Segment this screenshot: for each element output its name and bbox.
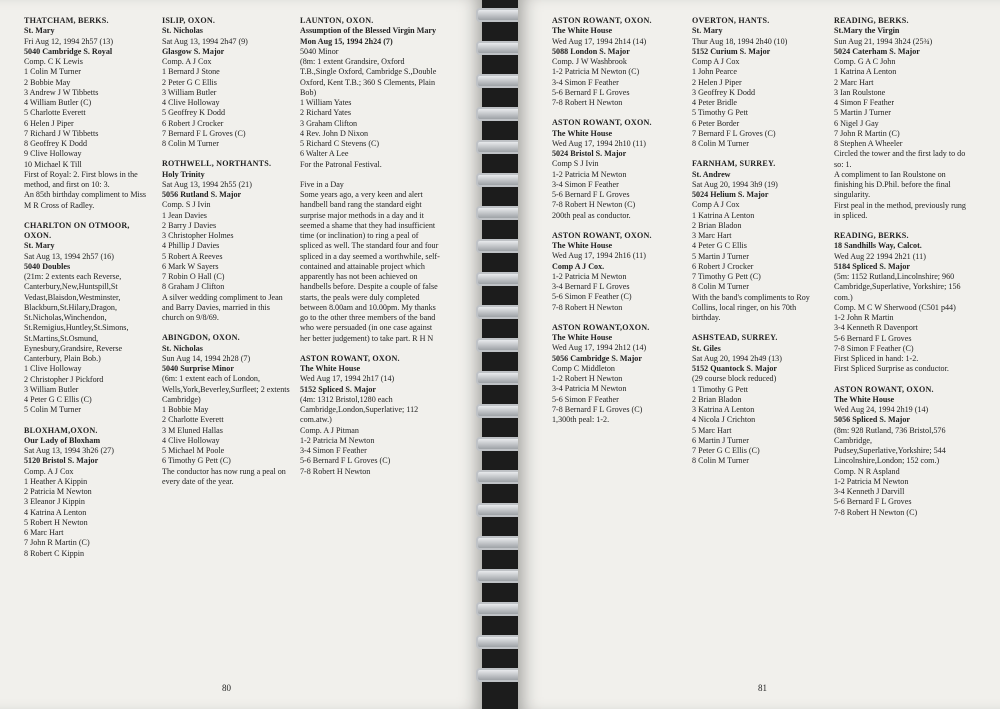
peal-line: 1 Colin M Turner (24, 67, 81, 77)
peal-line: 5 Martin J Turner (692, 251, 749, 261)
peal-method: 5056 Spliced S. Major (834, 415, 910, 425)
peal-place: ASTON ROWANT, OXON. (552, 16, 652, 25)
peal-line: 1,300th peal: 1-2. (552, 415, 610, 424)
binding-ring (476, 536, 524, 550)
peal-line: 1 Bobbie May (162, 405, 209, 414)
peal-line: 4 William Butler (C) (24, 98, 92, 107)
peal-line: 3 Eleanor J Kippin (24, 497, 85, 507)
peal-line: (21m: 2 extents each Reverse, Canterbury,New,Huntspill,St Vedast,Blaisdon,Westminster, Blackburn,St.Hilary,Dragon, St.Nicholas,Winchendon, St.Remigius,Huntley,St.Simons, St.Martins,St.Osmund, Eynesbury,Grandsire, Reverse Canterbury, Plain Bob.) (24, 272, 129, 363)
peal-line: 4 Phillip J Davies (162, 241, 220, 251)
peal-line: 3 William Butler (24, 384, 79, 394)
peal-line: 4 Rev. John D Nixon (300, 128, 369, 138)
peal-method: 5040 Surprise Minor (162, 364, 234, 373)
peal-line: 5-6 Bernard F L Groves (C) (300, 456, 391, 466)
binding-ring (476, 173, 524, 187)
column-1 (24, 16, 152, 569)
peal-place: ASTON ROWANT, OXON. (300, 353, 400, 363)
binding-ring (476, 371, 524, 385)
page-number-left: 80 (222, 683, 231, 693)
peal-line: 2 Patricia M Newton (24, 487, 92, 496)
peal-line: With the band's compliments to Roy Collins, local ringer, on his 70th birthday. (692, 292, 810, 322)
peal-line: 4 Clive Holloway (162, 98, 220, 107)
peal-method: 5040 Doubles (24, 261, 71, 271)
peal-line: 6 Nigel J Gay (834, 118, 879, 128)
peal-line: Wed Aug 17, 1994 2h14 (14) (552, 36, 647, 46)
peal-record (692, 333, 824, 466)
peal-place: ISLIP, OXON. (162, 16, 216, 25)
peal-line: 1-2 Patricia M Newton (C) (552, 67, 640, 77)
peal-line: (6m: 1 extent each of London, Wells,York,Beverley,Surfleet; 2 extents Cambridge) (162, 374, 290, 404)
peal-line: 7 Peter G C Ellis (C) (692, 446, 760, 455)
peal-method: 5152 Quantock S. Major (692, 364, 777, 373)
peal-tower: The White House (300, 364, 361, 373)
peal-line: 3 Ian Roulstone (834, 87, 886, 97)
peal-line: Sat Aug 13, 1994 3h26 (27) (24, 446, 114, 455)
peal-line: 1 Heather A Kippin (24, 476, 88, 486)
peal-line: 3-4 Kenneth R Davenport (834, 323, 918, 333)
peal-line: 8 Graham J Clifton (162, 282, 225, 292)
peal-method: 5056 Cambridge S. Major (552, 353, 642, 363)
peal-line: (4m: 1312 Bristol,1280 each Cambridge,London,Superlative; 112 com.atw.) (300, 394, 419, 425)
peal-place: OVERTON, HANTS. (692, 16, 770, 25)
peal-tower: St. Nicholas (162, 343, 203, 353)
peal-line: An 85th birthday compliment to Miss M R Cross of Radley. (24, 190, 147, 210)
peal-record (300, 16, 440, 170)
peal-line: 8 Robert C Kippin (24, 548, 85, 558)
binding-ring (476, 503, 524, 517)
peal-tower: St.Mary the Virgin (834, 26, 900, 36)
peal-line: Comp. A J Cox (162, 57, 212, 66)
peal-line: 5-6 Simon F Feather (552, 394, 619, 404)
peal-tower: St. Mary (692, 26, 723, 36)
peal-line: 9 Clive Holloway (24, 149, 82, 159)
peal-method: Comp A J Cox. (552, 261, 605, 271)
peal-line: 3 Andrew J W Tibbetts (24, 87, 99, 97)
binding-ring (476, 305, 524, 319)
peal-record (162, 333, 290, 487)
peal-line: 4 Nicola J Crichton (692, 415, 756, 425)
peal-tower: The White House (552, 26, 613, 36)
peal-line: 5-6 Bernard F L Groves (834, 497, 912, 507)
peal-line: 1 Katrina A Lenton (692, 210, 755, 220)
column-3 (300, 16, 440, 487)
peal-line: 2 Peter G C Ellis (162, 77, 217, 87)
peal-line: 5040 Minor (300, 46, 339, 56)
column-4 (552, 16, 682, 435)
peal-line: Circled the tower and the first lady to do so: 1. (834, 149, 966, 169)
peal-record (24, 221, 152, 416)
peal-line: 1 John Pearce (692, 67, 737, 77)
peal-line: 3 Marc Hart (692, 231, 732, 240)
peal-method: 5088 London S. Major (552, 46, 630, 56)
binding-ring (476, 41, 524, 55)
peal-line: 8 Colin M Turner (692, 282, 749, 292)
binding-ring (476, 470, 524, 484)
peal-method: 5024 Caterham S. Major (834, 46, 920, 56)
peal-line: 8 Colin M Turner (162, 139, 219, 148)
binding-ring (476, 239, 524, 253)
peal-place: ASHSTEAD, SURREY. (692, 333, 778, 343)
peal-line: 1-2 Patricia M Newton (552, 271, 627, 281)
peal-line: 3-4 Simon F Feather (552, 77, 619, 87)
column-2 (162, 16, 290, 497)
peal-record (552, 231, 682, 313)
peal-record (24, 426, 152, 559)
peal-line: Sat Aug 20, 1994 2h49 (13) (692, 353, 782, 363)
peal-line: Comp. G A C John (834, 57, 896, 66)
peal-line: 4 Peter G C Ellis (692, 241, 747, 251)
binding-ring (476, 206, 524, 220)
peal-line: 8 Stephen A Wheeler (834, 139, 903, 148)
peal-method: 5152 Spliced S. Major (300, 384, 376, 394)
peal-line: 6 Robert J Crocker (692, 261, 754, 271)
peal-line: Wed Aug 17, 1994 2h12 (14) (552, 343, 647, 353)
peal-place: ASTON ROWANT, OXON. (552, 118, 652, 128)
peal-line: Sat Aug 13, 1994 2h57 (16) (24, 251, 114, 261)
peal-line: 8 Geoffrey K Dodd (24, 139, 88, 148)
peal-place: FARNHAM, SURREY. (692, 159, 776, 169)
peal-line: 7 Bernard F L Groves (C) (692, 128, 776, 138)
peal-place: ASTON ROWANT, OXON. (552, 230, 652, 240)
peal-line: Wed Aug 17, 1994 2h16 (11) (552, 251, 646, 261)
peal-line: 7 Bernard F L Groves (C) (162, 128, 246, 138)
peal-line: Comp. A J Cox (24, 466, 74, 476)
peal-line: 1 Timothy G Pett (692, 384, 748, 394)
peal-line: 7 John R Martin (C) (834, 128, 900, 138)
peal-line: 2 Richard Yates (300, 108, 352, 118)
peal-line: 6 Martin J Turner (692, 435, 749, 445)
peal-line: 3 M Eluned Hallas (162, 425, 223, 435)
peal-line: 2 Marc Hart (834, 77, 874, 87)
peal-line: 1 Clive Holloway (24, 364, 82, 374)
peal-line: 4 Simon F Feather (834, 98, 895, 107)
peal-line: (5m: 1152 Rutland,Lincolnshire; 960 Cambridge,Superlative, Yorkshire; 156 com.) (834, 272, 961, 302)
peal-place: CHARLTON ON OTMOOR, OXON. (24, 220, 130, 240)
peal-line: First Spliced in hand: 1-2. (834, 354, 919, 363)
peal-line: First of Royal: 2. First blows in the method, and first on 10: 3. (24, 169, 138, 189)
peal-line: 5-6 Simon F Feather (C) (552, 292, 632, 302)
peal-record (552, 323, 682, 426)
binding-ring (476, 107, 524, 121)
peal-place: ASTON ROWANT, OXON. (834, 384, 934, 394)
peal-line: 8 Colin M Turner (692, 139, 749, 148)
peal-line: 200th peal as conductor. (552, 210, 631, 220)
peal-line: 2 Charlotte Everett (162, 415, 224, 425)
peal-line: 3 Geoffrey K Dodd (692, 87, 756, 97)
peal-line: 3 Christopher Holmes (162, 231, 234, 240)
peal-tower: The White House (552, 128, 613, 138)
peal-line: 4 Clive Holloway (162, 435, 220, 445)
peal-line: 2 Brian Bladon (692, 394, 742, 404)
peal-line: Wed Aug 22 1994 2h21 (11) (834, 251, 926, 261)
peal-record (552, 16, 682, 108)
peal-line: 3-4 Simon F Feather (300, 446, 367, 455)
binding-ring (476, 272, 524, 286)
peal-line: Wed Aug 17, 1994 2h10 (11) (552, 138, 646, 148)
peal-place: READING, BERKS. (834, 16, 909, 25)
peal-tower: St. Mary (24, 241, 55, 251)
peal-line: 6 Walter A Lee (300, 149, 349, 159)
peal-record (300, 354, 440, 477)
peal-line: 5 Richard C Stevens (C) (300, 139, 380, 148)
peal-record (162, 159, 290, 323)
peal-line: 4 Peter Bridle (692, 98, 737, 107)
peal-place: ASTON ROWANT,OXON. (552, 322, 650, 332)
peal-line: A compliment to Ian Roulstone on finishing his D.Phil. before the final singularity. (834, 169, 951, 200)
binding-ring (476, 569, 524, 583)
peal-tower: St. Giles (692, 343, 721, 353)
peal-method: 5120 Bristol S. Major (24, 456, 99, 466)
binding-ring (476, 602, 524, 616)
binding-ring (476, 635, 524, 649)
peal-line: 4 Katrina A Lenton (24, 507, 87, 517)
peal-line: Comp A J Cox (692, 57, 740, 66)
peal-line: 8 Colin M Turner (692, 456, 749, 466)
peal-line: The conductor has now rung a peal on every date of the year. (162, 466, 286, 486)
binding-ring (476, 404, 524, 418)
peal-place: THATCHAM, BERKS. (24, 16, 109, 25)
peal-line: 7-8 Robert H Newton (C) (834, 507, 918, 517)
peal-line: Comp. N R Aspland (834, 466, 900, 476)
peal-tower: Holy Trinity (162, 169, 205, 179)
peal-tower: St. Andrew (692, 169, 731, 179)
peal-line: 6 Timothy G Pett (C) (162, 456, 231, 466)
peal-line: 5 Michael M Poole (162, 446, 225, 455)
column-6 (834, 16, 968, 528)
peal-method: 5152 Curium S. Major (692, 46, 771, 56)
left-page (0, 0, 482, 709)
peal-record (552, 118, 682, 221)
peal-line: 4 Peter G C Ellis (C) (24, 395, 92, 404)
peal-line: 7-8 Simon F Feather (C) (834, 343, 914, 353)
binding-ring (476, 74, 524, 88)
right-page (518, 0, 1000, 709)
peal-record (24, 16, 152, 211)
peal-record (692, 159, 824, 323)
peal-line: Wed Aug 24, 1994 2h19 (14) (834, 405, 929, 414)
peal-line: 1 Bernard J Stone (162, 67, 220, 77)
peal-line: 1-2 Patricia M Newton (552, 169, 627, 179)
peal-line: 2 Barry J Davies (162, 220, 217, 230)
peal-line: 1 William Yates (300, 98, 352, 107)
peal-line: Sat Aug 20, 1994 3h9 (19) (692, 179, 778, 189)
peal-line: 5 Robert A Reeves (162, 251, 223, 261)
peal-place: BLOXHAM,OXON. (24, 425, 98, 435)
peal-tower: St. Mary (24, 26, 55, 36)
peal-record (692, 16, 824, 149)
peal-line: (8m: 1 extent Grandsire, Oxford T.B.,Single Oxford, Cambridge S.,Double Oxford, Kent T.B.; 360 S Clements, Plain Bob) (300, 57, 437, 97)
peal-line: Five in a Day (300, 179, 344, 189)
peal-line: 5 Marc Hart (692, 425, 732, 435)
peal-method: Glasgow S. Major (162, 46, 225, 56)
peal-line: 5-6 Bernard F L Groves (834, 333, 912, 343)
peal-line: 7-8 Robert H Newton (C) (552, 200, 636, 210)
peal-line: 7-8 Robert H Newton (552, 98, 623, 107)
peal-line: 2 Christopher J Pickford (24, 374, 104, 384)
peal-line: Comp. M C W Sherwood (C501 p44) (834, 302, 956, 312)
binding-ring (476, 140, 524, 154)
peal-line: 5 Martin J Turner (834, 108, 891, 118)
peal-line: Comp. J W Washbrook (552, 57, 627, 66)
peal-line: Sun Aug 21, 1994 3h24 (25¾) (834, 36, 933, 46)
peal-line: 3 William Butler (162, 87, 217, 97)
peal-line: 3-4 Bernard F L Groves (552, 282, 630, 291)
peal-line: 5 Geoffrey K Dodd (162, 108, 226, 118)
peal-method: 5056 Rutland S. Major (162, 190, 242, 199)
peal-line: 5 Charlotte Everett (24, 108, 86, 118)
binding-ring (476, 8, 524, 22)
binding-ring (476, 437, 524, 451)
peal-line: Wed Aug 17, 1994 2h17 (14) (300, 374, 395, 384)
peal-line: 3-4 Kenneth J Darvill (834, 487, 905, 496)
peal-line: Some years ago, a very keen and alert handbell band rang the standard eight surprise major methods in a day and it seemed a shame that they had insufficient time (or inclination) to ring a peal of spliced as well. The standard four and four spliced in a day seemed a worthwhile, self-contained and attainable project which apparently has not been achieved on handbells before. Despite a couple of false starts, the peals were duly completed between 8.00am and 10.00pm. My thanks go to the other three members of the band who were persuaded (in one case against her better judgement) to take part. R H N (300, 190, 440, 343)
peal-line: 6 Helen J Piper (24, 118, 74, 128)
peal-method: 5184 Spliced S. Major (834, 261, 910, 271)
peal-tower: The White House (834, 394, 895, 404)
peal-tower: Our Lady of Bloxham (24, 435, 101, 445)
peal-line: 3 Graham Clifton (300, 118, 358, 128)
peal-line: 6 Robert J Crocker (162, 118, 224, 128)
peal-line: 1-2 Patricia M Newton (300, 435, 375, 445)
peal-line: Comp. S J Ivin (162, 200, 211, 210)
peal-line: (29 course block reduced) (692, 374, 777, 384)
peal-line: Comp. A J Pitman (300, 425, 359, 435)
peal-line: Comp S J Ivin (552, 159, 599, 169)
peal-tower: The White House (552, 241, 613, 250)
page-number-right: 81 (758, 683, 767, 693)
peal-line: 10 Michael K Till (24, 159, 82, 169)
peal-line: A silver wedding compliment to Jean and Barry Davies, married in this church on 9/8/69. (162, 292, 283, 322)
peal-line: 1-2 John R Martin (834, 313, 894, 322)
peal-line: First Spliced Surprise as conductor. (834, 364, 949, 374)
peal-line: 7 Timothy G Pett (C) (692, 272, 761, 281)
peal-place: ABINGDON, OXON. (162, 333, 240, 343)
peal-line: 7 Richard J W Tibbetts (24, 128, 99, 138)
peal-method: 5024 Bristol S. Major (552, 149, 627, 158)
peal-line: 7-8 Bernard F L Groves (C) (552, 404, 643, 414)
peal-line: 1-2 Patricia M Newton (834, 476, 909, 486)
peal-method: Mon Aug 15, 1994 2h24 (7) (300, 36, 393, 46)
peal-line: 2 Helen J Piper (692, 77, 742, 87)
peal-line: 3-4 Simon F Feather (552, 179, 619, 189)
peal-record (300, 180, 440, 344)
binding-ring (476, 668, 524, 682)
peal-tower: 18 Sandhills Way, Calcot. (834, 241, 922, 251)
peal-line: 5-6 Bernard F L Groves (552, 190, 630, 199)
binding-ring (476, 338, 524, 352)
peal-line: 3-4 Patricia M Newton (552, 384, 627, 394)
peal-line: 7 Robin O Hall (C) (162, 272, 225, 281)
peal-line: Sat Aug 13, 1994 2h55 (21) (162, 179, 252, 189)
column-5 (692, 16, 824, 477)
peal-line: 5 Colin M Turner (24, 405, 81, 415)
peal-line: Sun Aug 14, 1994 2h28 (7) (162, 353, 251, 363)
peal-place: ROTHWELL, NORTHANTS. (162, 159, 272, 169)
peal-line: 5 Timothy G Pett (692, 108, 748, 118)
peal-line: 7-8 Robert H Newton (300, 466, 371, 476)
peal-line: Fri Aug 12, 1994 2h57 (13) (24, 36, 114, 46)
peal-line: 7 John R Martin (C) (24, 538, 90, 548)
peal-line: 2 Brian Bladon (692, 220, 742, 230)
peal-tower: Assumption of the Blessed Virgin Mary (300, 26, 437, 36)
peal-record (162, 16, 290, 149)
peal-line: 1-2 Robert H Newton (552, 374, 623, 383)
peal-line: Thur Aug 18, 1994 2h40 (10) (692, 36, 788, 46)
peal-line: 1 Katrina A Lenton (834, 67, 897, 77)
peal-line: Comp A J Cox (692, 200, 740, 210)
peal-line: 5 Robert H Newton (24, 517, 88, 527)
peal-line: 1 Jean Davies (162, 210, 207, 220)
peal-place: READING, BERKS. (834, 231, 909, 240)
peal-record (834, 385, 968, 518)
peal-tower: The White House (552, 333, 613, 342)
peal-line: Comp C Middleton (552, 363, 615, 373)
peal-record (834, 16, 968, 221)
peal-record (834, 231, 968, 375)
peal-line: 6 Marc Hart (24, 528, 64, 537)
peal-line: Comp. C K Lewis (24, 57, 83, 66)
peal-line: For the Patronal Festival. (300, 159, 382, 169)
peal-line: 6 Mark W Sayers (162, 261, 219, 271)
peal-line: First peal in the method, previously rung in spliced. (834, 200, 966, 220)
peal-line: 5-6 Bernard F L Groves (552, 87, 630, 97)
peal-line: Sat Aug 13, 1994 2h47 (9) (162, 36, 248, 46)
peal-tower: St. Nicholas (162, 26, 203, 36)
peal-line: 3 Katrina A Lenton (692, 405, 755, 414)
peal-line: 2 Bobbie May (24, 77, 71, 87)
peal-place: LAUNTON, OXON. (300, 16, 374, 25)
peal-line: 6 Peter Border (692, 118, 740, 128)
peal-method: 5024 Helium S. Major (692, 190, 769, 199)
peal-method: 5040 Cambridge S. Royal (24, 46, 113, 56)
peal-line: 7-8 Robert H Newton (552, 302, 623, 312)
peal-line: (8m: 928 Rutland, 736 Bristol,576 Cambridge, Pudsey,Superlative,Yorkshire; 544 Lincolnshire,London; 152 com.) (834, 425, 946, 466)
